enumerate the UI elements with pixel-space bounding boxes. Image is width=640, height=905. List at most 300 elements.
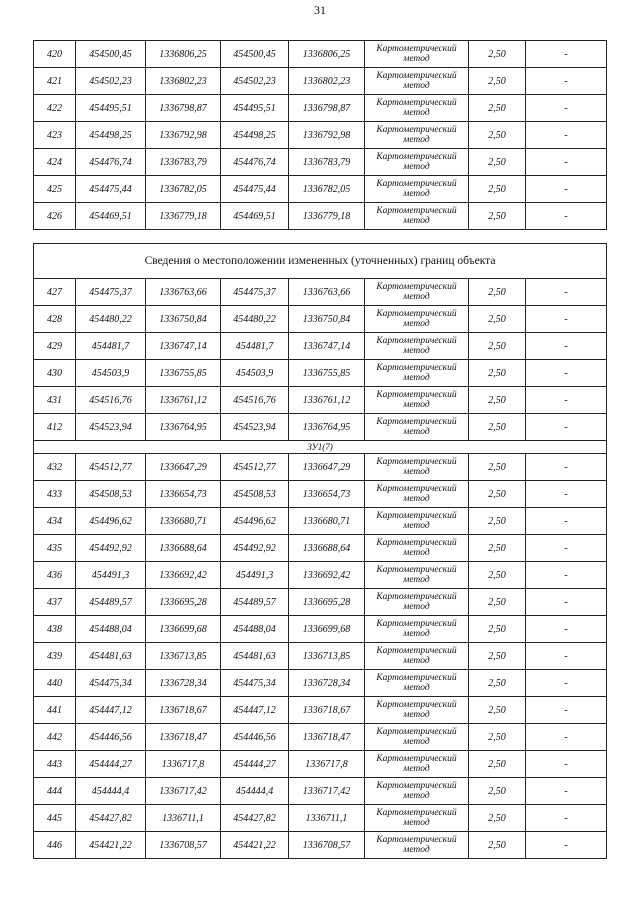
point-number-cell: 441: [34, 697, 76, 724]
y-new-cell: 1336783,79: [289, 149, 365, 176]
x-new-cell: 454475,37: [221, 279, 289, 306]
y-old-cell: 1336779,18: [146, 203, 221, 230]
y-new-cell: 1336711,1: [289, 805, 365, 832]
x-new-cell: 454496,62: [221, 508, 289, 535]
method-cell: [365, 279, 469, 306]
method-line-2: метод: [403, 108, 430, 118]
x-new-cell: 454446,56: [221, 724, 289, 751]
method-line-1: Картометрический: [376, 511, 457, 521]
x-new-cell: 454489,57: [221, 589, 289, 616]
description-cell: -: [526, 306, 607, 333]
table-row: [34, 805, 607, 832]
description-cell: -: [526, 724, 607, 751]
x-new-cell: 454500,45: [221, 41, 289, 68]
x-old-cell: 454500,45: [76, 41, 146, 68]
method-line-1: Картометрический: [376, 152, 457, 162]
method-line-1: Картометрический: [376, 98, 457, 108]
method-cell: [365, 203, 469, 230]
method-cell: [365, 176, 469, 203]
method-cell: [365, 805, 469, 832]
point-number-cell: 444: [34, 778, 76, 805]
y-new-cell: 1336763,66: [289, 279, 365, 306]
coordinates-table-existing: [33, 40, 607, 230]
x-old-cell: 454480,22: [76, 306, 146, 333]
point-number-cell: 446: [34, 832, 76, 859]
point-number-cell: 433: [34, 481, 76, 508]
table-caption: Сведения о местоположении измененных (уточненных) границ объекта: [34, 244, 607, 279]
x-new-cell: 454523,94: [221, 414, 289, 441]
x-old-cell: 454469,51: [76, 203, 146, 230]
accuracy-cell: 2,50: [469, 454, 526, 481]
table-row: [34, 176, 607, 203]
accuracy-cell: 2,50: [469, 805, 526, 832]
x-new-cell: 454481,7: [221, 333, 289, 360]
page-number: 31: [314, 3, 326, 17]
x-old-cell: 454508,53: [76, 481, 146, 508]
x-new-cell: 454480,22: [221, 306, 289, 333]
method-cell: [365, 589, 469, 616]
description-cell: -: [526, 333, 607, 360]
accuracy-cell: 2,50: [469, 778, 526, 805]
table-row: [34, 414, 607, 441]
y-old-cell: 1336783,79: [146, 149, 221, 176]
x-new-cell: 454512,77: [221, 454, 289, 481]
method-line-2: метод: [403, 189, 430, 199]
description-cell: -: [526, 508, 607, 535]
method-line-1: Картометрический: [376, 835, 457, 845]
y-old-cell: 1336717,42: [146, 778, 221, 805]
method-line-2: метод: [403, 427, 430, 437]
point-number-cell: 431: [34, 387, 76, 414]
point-number-cell: 442: [34, 724, 76, 751]
accuracy-cell: 2,50: [469, 95, 526, 122]
table-row: [34, 643, 607, 670]
table-row: [34, 41, 607, 68]
point-number-cell: 421: [34, 68, 76, 95]
x-old-cell: 454475,44: [76, 176, 146, 203]
description-cell: -: [526, 616, 607, 643]
accuracy-cell: 2,50: [469, 724, 526, 751]
accuracy-cell: 2,50: [469, 279, 526, 306]
point-number-cell: 440: [34, 670, 76, 697]
point-number-cell: 422: [34, 95, 76, 122]
table-row: [34, 68, 607, 95]
x-new-cell: 454469,51: [221, 203, 289, 230]
description-cell: -: [526, 41, 607, 68]
y-old-cell: 1336713,85: [146, 643, 221, 670]
y-old-cell: 1336747,14: [146, 333, 221, 360]
table-body: [34, 41, 607, 230]
table-caption-section: [34, 244, 607, 279]
table-row: [34, 508, 607, 535]
method-line-2: метод: [403, 135, 430, 145]
y-new-cell: 1336713,85: [289, 643, 365, 670]
method-line-2: метод: [403, 575, 430, 585]
x-new-cell: 454502,23: [221, 68, 289, 95]
method-line-2: метод: [403, 656, 430, 666]
y-new-cell: 1336782,05: [289, 176, 365, 203]
x-new-cell: 454492,92: [221, 535, 289, 562]
y-old-cell: 1336654,73: [146, 481, 221, 508]
method-line-1: Картометрический: [376, 646, 457, 656]
y-old-cell: 1336647,29: [146, 454, 221, 481]
y-new-cell: 1336717,8: [289, 751, 365, 778]
point-number-cell: 412: [34, 414, 76, 441]
method-cell: [365, 306, 469, 333]
y-new-cell: 1336779,18: [289, 203, 365, 230]
accuracy-cell: 2,50: [469, 176, 526, 203]
x-new-cell: 454516,76: [221, 387, 289, 414]
point-number-cell: 424: [34, 149, 76, 176]
x-new-cell: 454488,04: [221, 616, 289, 643]
accuracy-cell: 2,50: [469, 360, 526, 387]
y-old-cell: 1336792,98: [146, 122, 221, 149]
method-cell: [365, 697, 469, 724]
point-number-cell: 427: [34, 279, 76, 306]
method-line-1: Картометрический: [376, 484, 457, 494]
x-new-cell: 454444,27: [221, 751, 289, 778]
point-number-cell: 425: [34, 176, 76, 203]
method-line-2: метод: [403, 791, 430, 801]
x-old-cell: 454446,56: [76, 724, 146, 751]
x-old-cell: 454475,37: [76, 279, 146, 306]
accuracy-cell: 2,50: [469, 306, 526, 333]
accuracy-cell: 2,50: [469, 832, 526, 859]
y-old-cell: 1336711,1: [146, 805, 221, 832]
x-old-cell: 454489,57: [76, 589, 146, 616]
table-row: [34, 697, 607, 724]
y-old-cell: 1336763,66: [146, 279, 221, 306]
method-line-2: метод: [403, 54, 430, 64]
table-row: [34, 481, 607, 508]
method-line-2: метод: [403, 818, 430, 828]
accuracy-cell: 2,50: [469, 616, 526, 643]
y-old-cell: 1336764,95: [146, 414, 221, 441]
description-cell: -: [526, 68, 607, 95]
method-line-2: метод: [403, 292, 430, 302]
method-cell: [365, 122, 469, 149]
y-new-cell: 1336717,42: [289, 778, 365, 805]
method-line-2: метод: [403, 346, 430, 356]
x-old-cell: 454488,04: [76, 616, 146, 643]
method-line-1: Картометрический: [376, 71, 457, 81]
description-cell: -: [526, 751, 607, 778]
subheading-section: [34, 441, 607, 454]
x-old-cell: 454421,22: [76, 832, 146, 859]
method-line-1: Картометрический: [376, 700, 457, 710]
x-old-cell: 454475,34: [76, 670, 146, 697]
accuracy-cell: 2,50: [469, 670, 526, 697]
x-new-cell: 454427,82: [221, 805, 289, 832]
method-cell: [365, 481, 469, 508]
x-old-cell: 454523,94: [76, 414, 146, 441]
point-number-cell: 445: [34, 805, 76, 832]
x-old-cell: 454503,9: [76, 360, 146, 387]
method-cell: [365, 832, 469, 859]
table-row: [34, 306, 607, 333]
accuracy-cell: 2,50: [469, 535, 526, 562]
table-body: [34, 454, 607, 859]
x-old-cell: 454495,51: [76, 95, 146, 122]
method-cell: [365, 360, 469, 387]
method-cell: [365, 670, 469, 697]
method-line-1: Картометрический: [376, 727, 457, 737]
y-old-cell: 1336761,12: [146, 387, 221, 414]
accuracy-cell: 2,50: [469, 333, 526, 360]
x-old-cell: 454444,27: [76, 751, 146, 778]
x-old-cell: 454492,92: [76, 535, 146, 562]
y-old-cell: 1336699,68: [146, 616, 221, 643]
method-line-1: Картометрический: [376, 565, 457, 575]
method-line-1: Картометрический: [376, 619, 457, 629]
description-cell: -: [526, 360, 607, 387]
method-cell: [365, 751, 469, 778]
y-old-cell: 1336695,28: [146, 589, 221, 616]
x-old-cell: 454481,7: [76, 333, 146, 360]
accuracy-cell: 2,50: [469, 751, 526, 778]
description-cell: -: [526, 122, 607, 149]
x-new-cell: 454421,22: [221, 832, 289, 859]
description-cell: -: [526, 387, 607, 414]
y-new-cell: 1336755,85: [289, 360, 365, 387]
method-cell: [365, 778, 469, 805]
method-cell: [365, 724, 469, 751]
accuracy-cell: 2,50: [469, 414, 526, 441]
accuracy-cell: 2,50: [469, 697, 526, 724]
method-line-2: метод: [403, 683, 430, 693]
x-old-cell: 454444,4: [76, 778, 146, 805]
method-cell: [365, 333, 469, 360]
y-new-cell: 1336647,29: [289, 454, 365, 481]
method-line-2: метод: [403, 81, 430, 91]
method-line-1: Картометрический: [376, 390, 457, 400]
y-old-cell: 1336802,23: [146, 68, 221, 95]
accuracy-cell: 2,50: [469, 122, 526, 149]
method-cell: [365, 95, 469, 122]
y-new-cell: 1336798,87: [289, 95, 365, 122]
description-cell: -: [526, 589, 607, 616]
method-cell: [365, 68, 469, 95]
method-line-1: Картометрический: [376, 44, 457, 54]
accuracy-cell: 2,50: [469, 387, 526, 414]
coordinates-table-changed: [33, 243, 607, 859]
method-line-1: Картометрический: [376, 206, 457, 216]
table-row: [34, 149, 607, 176]
point-number-cell: 434: [34, 508, 76, 535]
accuracy-cell: 2,50: [469, 481, 526, 508]
table-row: [34, 562, 607, 589]
y-new-cell: 1336792,98: [289, 122, 365, 149]
point-number-cell: 423: [34, 122, 76, 149]
y-new-cell: 1336728,34: [289, 670, 365, 697]
y-old-cell: 1336717,8: [146, 751, 221, 778]
point-number-cell: 438: [34, 616, 76, 643]
accuracy-cell: 2,50: [469, 149, 526, 176]
method-line-2: метод: [403, 629, 430, 639]
method-line-1: Картометрический: [376, 592, 457, 602]
method-line-2: метод: [403, 845, 430, 855]
accuracy-cell: 2,50: [469, 203, 526, 230]
method-line-1: Картометрический: [376, 125, 457, 135]
table-row: [34, 122, 607, 149]
x-new-cell: 454481,63: [221, 643, 289, 670]
method-line-1: Картометрический: [376, 417, 457, 427]
description-cell: -: [526, 805, 607, 832]
description-cell: -: [526, 414, 607, 441]
x-new-cell: 454491,3: [221, 562, 289, 589]
description-cell: -: [526, 454, 607, 481]
method-cell: [365, 454, 469, 481]
method-line-2: метод: [403, 319, 430, 329]
accuracy-cell: 2,50: [469, 508, 526, 535]
y-old-cell: 1336688,64: [146, 535, 221, 562]
method-line-1: Картометрический: [376, 538, 457, 548]
y-old-cell: 1336782,05: [146, 176, 221, 203]
y-old-cell: 1336750,84: [146, 306, 221, 333]
method-cell: [365, 508, 469, 535]
method-line-2: метод: [403, 737, 430, 747]
point-number-cell: 429: [34, 333, 76, 360]
y-new-cell: 1336708,57: [289, 832, 365, 859]
x-new-cell: 454498,25: [221, 122, 289, 149]
method-line-2: метод: [403, 602, 430, 612]
description-cell: -: [526, 535, 607, 562]
table-row: [34, 454, 607, 481]
y-old-cell: 1336798,87: [146, 95, 221, 122]
description-cell: -: [526, 176, 607, 203]
method-cell: [365, 149, 469, 176]
description-cell: -: [526, 481, 607, 508]
y-new-cell: 1336761,12: [289, 387, 365, 414]
subheading-row: [34, 441, 607, 454]
method-line-1: Картометрический: [376, 179, 457, 189]
point-number-cell: 435: [34, 535, 76, 562]
accuracy-cell: 2,50: [469, 41, 526, 68]
method-line-1: Картометрический: [376, 673, 457, 683]
y-new-cell: 1336802,23: [289, 68, 365, 95]
point-number-cell: 428: [34, 306, 76, 333]
method-line-1: Картометрический: [376, 754, 457, 764]
y-new-cell: 1336654,73: [289, 481, 365, 508]
x-old-cell: 454447,12: [76, 697, 146, 724]
method-line-2: метод: [403, 494, 430, 504]
method-line-2: метод: [403, 710, 430, 720]
y-new-cell: 1336718,67: [289, 697, 365, 724]
y-old-cell: 1336718,47: [146, 724, 221, 751]
y-old-cell: 1336806,25: [146, 41, 221, 68]
description-cell: -: [526, 279, 607, 306]
x-old-cell: 454491,3: [76, 562, 146, 589]
x-old-cell: 454476,74: [76, 149, 146, 176]
method-line-2: метод: [403, 764, 430, 774]
method-cell: [365, 41, 469, 68]
method-line-1: Картометрический: [376, 808, 457, 818]
point-number-cell: 436: [34, 562, 76, 589]
y-old-cell: 1336755,85: [146, 360, 221, 387]
table-row: [34, 203, 607, 230]
method-line-1: Картометрический: [376, 457, 457, 467]
y-new-cell: 1336750,84: [289, 306, 365, 333]
x-new-cell: 454495,51: [221, 95, 289, 122]
point-number-cell: 430: [34, 360, 76, 387]
table-row: [34, 333, 607, 360]
point-number-cell: 443: [34, 751, 76, 778]
method-line-2: метод: [403, 162, 430, 172]
method-line-1: Картометрический: [376, 309, 457, 319]
x-new-cell: 454475,34: [221, 670, 289, 697]
y-old-cell: 1336680,71: [146, 508, 221, 535]
table-row: [34, 589, 607, 616]
method-line-2: метод: [403, 521, 430, 531]
table-row: [34, 832, 607, 859]
x-new-cell: 454503,9: [221, 360, 289, 387]
description-cell: -: [526, 149, 607, 176]
method-cell: [365, 616, 469, 643]
method-line-1: Картометрический: [376, 781, 457, 791]
description-cell: -: [526, 203, 607, 230]
accuracy-cell: 2,50: [469, 562, 526, 589]
x-new-cell: 454444,4: [221, 778, 289, 805]
description-cell: -: [526, 697, 607, 724]
table-row: [34, 670, 607, 697]
description-cell: -: [526, 643, 607, 670]
point-number-cell: 432: [34, 454, 76, 481]
method-line-2: метод: [403, 373, 430, 383]
method-cell: [365, 535, 469, 562]
y-new-cell: 1336747,14: [289, 333, 365, 360]
x-new-cell: 454447,12: [221, 697, 289, 724]
point-number-cell: 437: [34, 589, 76, 616]
y-old-cell: 1336718,67: [146, 697, 221, 724]
x-new-cell: 454475,44: [221, 176, 289, 203]
description-cell: -: [526, 832, 607, 859]
accuracy-cell: 2,50: [469, 643, 526, 670]
method-line-2: метод: [403, 467, 430, 477]
method-line-1: Картометрический: [376, 336, 457, 346]
y-old-cell: 1336708,57: [146, 832, 221, 859]
y-old-cell: 1336692,42: [146, 562, 221, 589]
method-cell: [365, 414, 469, 441]
table-row: [34, 751, 607, 778]
x-old-cell: 454516,76: [76, 387, 146, 414]
table-row: [34, 387, 607, 414]
method-line-2: метод: [403, 216, 430, 226]
y-old-cell: 1336728,34: [146, 670, 221, 697]
x-old-cell: 454512,77: [76, 454, 146, 481]
x-new-cell: 454476,74: [221, 149, 289, 176]
point-number-cell: 426: [34, 203, 76, 230]
method-cell: [365, 387, 469, 414]
point-number-cell: 420: [34, 41, 76, 68]
table-row: [34, 778, 607, 805]
x-old-cell: 454496,62: [76, 508, 146, 535]
description-cell: -: [526, 670, 607, 697]
x-new-cell: 454508,53: [221, 481, 289, 508]
method-line-2: метод: [403, 400, 430, 410]
method-line-2: метод: [403, 548, 430, 558]
y-new-cell: 1336688,64: [289, 535, 365, 562]
table-row: [34, 279, 607, 306]
y-new-cell: 1336806,25: [289, 41, 365, 68]
description-cell: -: [526, 562, 607, 589]
x-old-cell: 454481,63: [76, 643, 146, 670]
point-number-cell: 439: [34, 643, 76, 670]
table-row: [34, 616, 607, 643]
description-cell: -: [526, 778, 607, 805]
y-new-cell: 1336699,68: [289, 616, 365, 643]
accuracy-cell: 2,50: [469, 68, 526, 95]
x-old-cell: 454502,23: [76, 68, 146, 95]
